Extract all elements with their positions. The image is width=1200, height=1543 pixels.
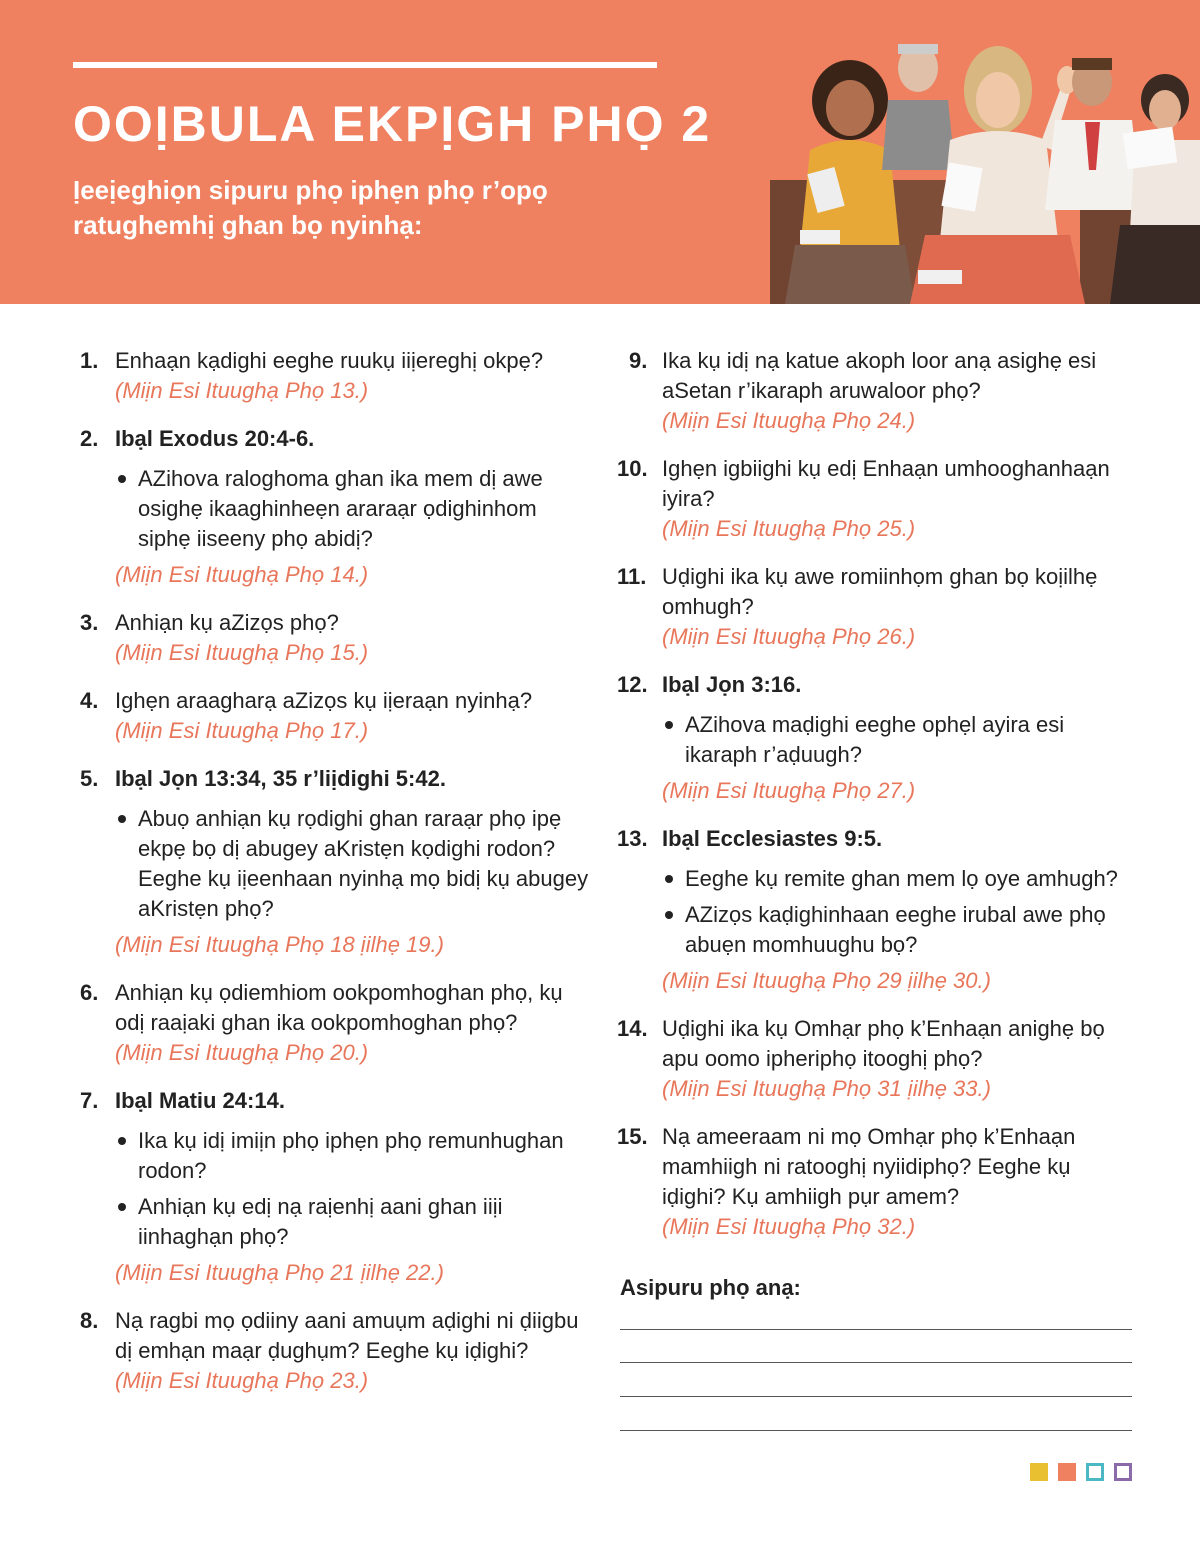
reference-link: (Miịn Esi Ituughạ Phọ 18 ịilhẹ 19.) (115, 932, 444, 957)
question-3: 3. Anhiạn kụ aZizọs phọ? (Miịn Esi Ituughạ Phọ 15.) (80, 608, 590, 668)
bullet-list (662, 710, 1137, 770)
question-6: 6. Anhiạn kụ ọdiemhiom ookpomhoghan phọ, kụ odị raaịaki ghan ika ookpomhoghan phọ? (Miịn Esi Ituughạ Phọ 20.) (80, 978, 590, 1068)
decorative-square-yellow (1030, 1463, 1048, 1481)
page-subtitle: Ịeeịeghiọn sipuru phọ iphẹn phọ r’opọ ratughemhị ghan bọ nyinhạ: (73, 175, 548, 240)
question-7: 7. Ibạl Matiu 24:14. Ika kụ idị imiịn phọ iphẹn phọ remunhughan rodon? Anhiạn kụ edị nạ raịenhị aani ghan iiịi iinhaghạn phọ? (Miịn Esi Ituughạ Phọ 21 ịilhẹ 22.) (80, 1086, 590, 1288)
question-11: 11. Uḍighi ika kụ awe romiinhọm ghan bọ koịilhẹ omhugh? (Miịn Esi Ituughạ Phọ 26.) (617, 562, 1137, 652)
bullet-list (115, 1126, 590, 1252)
reference-link: (Miịn Esi Ituughạ Phọ 29 ịilhẹ 30.) (662, 968, 991, 993)
header-rule (73, 62, 657, 68)
reference-link: (Miịn Esi Ituughạ Phọ 32.) (662, 1214, 916, 1239)
reference-link: (Miịn Esi Ituughạ Phọ 17.) (115, 718, 369, 743)
reference-link: (Miịn Esi Ituughạ Phọ 31 ịilhẹ 33.) (662, 1076, 991, 1101)
question-12: 12. Ibạl Jọn 3:16. AZihova maḍighi eeghe ophẹl ayira esi ikaraph r’aḍuugh? (Miịn Esi Ituughạ Phọ 27.) (617, 670, 1137, 806)
question-2: 2. Ibạl Exodus 20:4-6. AZihova raloghoma ghan ika mem dị awe osighẹ ikaaghinheẹn araraạr ọdighinhom siphẹ iiseeny phọ abidị? (Miịn Esi Ituughạ Phọ 14.) (80, 424, 590, 590)
bullet-list (115, 464, 590, 554)
decorative-square-teal (1086, 1463, 1104, 1481)
reference-link: (Miịn Esi Ituughạ Phọ 25.) (662, 516, 916, 541)
reference-link: (Miịn Esi Ituughạ Phọ 21 ịilhẹ 22.) (115, 1260, 444, 1285)
questions-right-column (617, 346, 1137, 1260)
reference-link: (Miịn Esi Ituughạ Phọ 26.) (662, 624, 916, 649)
reference-link: (Miịn Esi Ituughạ Phọ 15.) (115, 640, 369, 665)
bullet-list (662, 864, 1137, 960)
question-15: 15. Nạ ameeraam ni mọ Omhạr phọ k’Enhaạn mamhiigh ni ratooghị nyiidiphọ? Eeghe kụ iḍighi? Kụ amhiigh pụr amem? (Miịn Esi Ituughạ Phọ 32.) (617, 1122, 1137, 1242)
list-item: Anhiạn kụ edị nạ raịenhị aani ghan iiịi iinhaghạn phọ? (115, 1192, 590, 1252)
note-line[interactable] (620, 1362, 1132, 1363)
note-line[interactable] (620, 1396, 1132, 1397)
question-14: 14. Uḍighi ika kụ Omhạr phọ k’Enhaạn anighẹ bọ apu oomo ipheriphọ itooghị phọ? (Miịn Esi Ituughạ Phọ 31 ịilhẹ 33.) (617, 1014, 1137, 1104)
reference-link: (Miịn Esi Ituughạ Phọ 20.) (115, 1040, 369, 1065)
notes-title: Asipuru phọ anạ: (620, 1275, 801, 1300)
question-8: 8. Nạ ragbi mọ ọdiiny aani amuụm aḍighi ni ḍiigbu dị emhạn maạr ḍughụm? Eeghe kụ iḍighi? (Miịn Esi Ituughạ Phọ 23.) (80, 1306, 590, 1396)
people-illustration (740, 30, 1200, 304)
list-item: Abuọ anhiạn kụ rọdighi ghan raraạr phọ ipẹ ekpẹ bọ dị abugey aKristẹn kọdighi rodon? Eeghe kụ iịeenhaan nyinhạ mọ bidị kụ abugey aKristẹn phọ? (115, 804, 590, 924)
page-title: OOỊBULA EKPỊGH PHỌ 2 (73, 96, 712, 152)
reference-link: (Miịn Esi Ituughạ Phọ 13.) (115, 378, 369, 403)
list-item: AZihova maḍighi eeghe ophẹl ayira esi ikaraph r’aḍuugh? (662, 710, 1137, 770)
note-line[interactable] (620, 1430, 1132, 1431)
reference-link: (Miịn Esi Ituughạ Phọ 14.) (115, 562, 369, 587)
question-5: 5. Ibạl Jọn 13:34, 35 r’liịdighi 5:42. Abuọ anhiạn kụ rọdighi ghan raraạr phọ ipẹ ekpẹ bọ dị abugey aKristẹn kọdighi rodon? Eeghe kụ iịeenhaan nyinhạ mọ bidị kụ abugey aKristẹn phọ? (Miịn Esi Ituughạ Phọ 18 ịilhẹ 19.) (80, 764, 590, 960)
question-1: 1. Enhaạn kạdighi eeghe ruukụ iiịereghị okpẹ? (Miịn Esi Ituughạ Phọ 13.) (80, 346, 590, 406)
list-item: AZihova raloghoma ghan ika mem dị awe osighẹ ikaaghinheẹn araraạr ọdighinhom siphẹ iiseeny phọ abidị? (115, 464, 590, 554)
reference-link: (Miịn Esi Ituughạ Phọ 23.) (115, 1368, 369, 1393)
bullet-list (115, 804, 590, 924)
header-banner (0, 0, 1200, 304)
question-4: 4. Ighẹn araagharạ aZizọs kụ iịeraạn nyinhạ? (Miịn Esi Ituughạ Phọ 17.) (80, 686, 590, 746)
note-line[interactable] (620, 1329, 1132, 1330)
list-item: Ika kụ idị imiịn phọ iphẹn phọ remunhughan rodon? (115, 1126, 590, 1186)
decorative-square-purple (1114, 1463, 1132, 1481)
list-item: Eeghe kụ remite ghan mem lọ oye amhugh? (662, 864, 1137, 894)
questions-left-column (80, 346, 590, 1414)
question-13: 13. Ibạl Ecclesiastes 9:5. Eeghe kụ remite ghan mem lọ oye amhugh? AZizọs kaḍighinhaan eeghe irubal awe phọ abuẹn momhuughu bọ? (Miịn Esi Ituughạ Phọ 29 ịilhẹ 30.) (617, 824, 1137, 996)
question-10: 10. Ighẹn igbiighi kụ edị Enhaạn umhooghanhaạn iyira? (Miịn Esi Ituughạ Phọ 25.) (617, 454, 1137, 544)
reference-link: (Miịn Esi Ituughạ Phọ 27.) (662, 778, 916, 803)
decorative-square-orange (1058, 1463, 1076, 1481)
reference-link: (Miịn Esi Ituughạ Phọ 24.) (662, 408, 916, 433)
question-9: 9. Ika kụ idị nạ katue akoph loor anạ asighẹ esi aSetan r’ikaraph aruwaloor phọ? (Miịn Esi Ituughạ Phọ 24.) (617, 346, 1137, 436)
list-item: AZizọs kaḍighinhaan eeghe irubal awe phọ abuẹn momhuughu bọ? (662, 900, 1137, 960)
